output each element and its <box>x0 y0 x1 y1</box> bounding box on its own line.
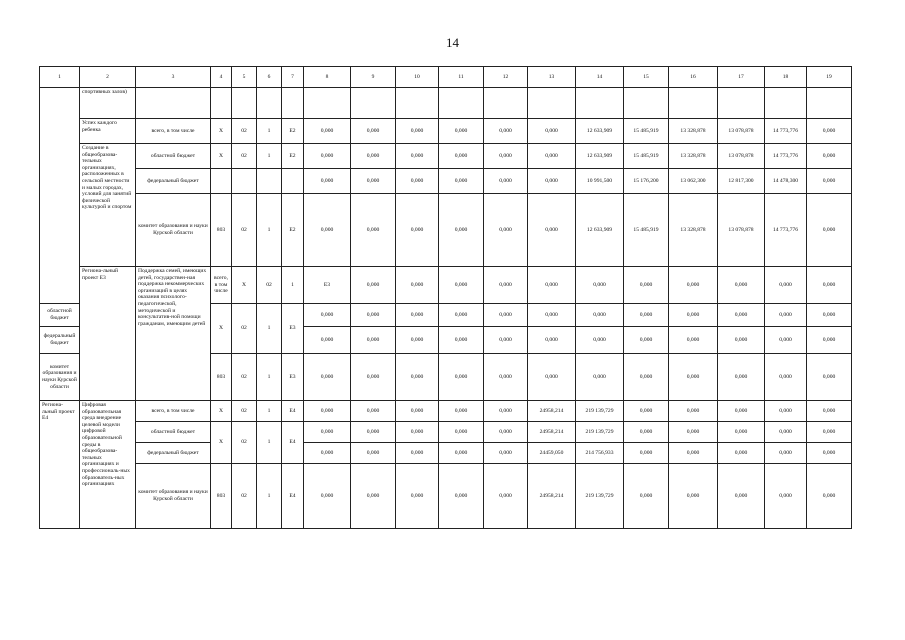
value-cell: 0,000 <box>765 354 807 401</box>
source-cell: комитет образования и науки Курской области <box>40 354 80 401</box>
code-cell: 1 <box>257 354 282 401</box>
project-name: Региона-льный проект Е3 <box>80 267 136 401</box>
value-cell: 0,000 <box>528 304 576 327</box>
code-cell: 02 <box>232 422 257 464</box>
value-cell: 0,000 <box>439 119 484 144</box>
empty-cell <box>669 88 718 119</box>
value-cell: 0,000 <box>765 401 807 422</box>
value-cell: 0,000 <box>669 327 718 354</box>
value-cell: 0,000 <box>718 267 765 304</box>
value-cell: 0,000 <box>396 267 439 304</box>
source-cell: комитет образования и науки Курской области <box>136 464 211 529</box>
value-cell: 14 773,776 <box>765 194 807 267</box>
value-cell: 219 139,729 <box>576 422 624 443</box>
empty-cell <box>351 88 396 119</box>
value-cell: 0,000 <box>765 422 807 443</box>
header-cell: 11 <box>439 67 484 88</box>
empty-cell <box>718 88 765 119</box>
page-number: 14 <box>446 35 459 50</box>
code-cell: 803 <box>211 194 232 267</box>
header-cell: 15 <box>624 67 669 88</box>
value-cell: 0,000 <box>484 401 528 422</box>
value-cell: 14 773,776 <box>765 144 807 169</box>
code-cell: 1 <box>257 119 282 144</box>
value-cell: 13 062,300 <box>669 169 718 194</box>
code-cell: Е4 <box>282 401 304 422</box>
value-cell: 0,000 <box>351 144 396 169</box>
value-cell: 13 078,878 <box>718 119 765 144</box>
value-cell: 0,000 <box>439 327 484 354</box>
value-cell: 14 478,300 <box>765 169 807 194</box>
code-cell: 803 <box>211 354 232 401</box>
budget-table <box>39 66 852 529</box>
value-cell: 15 485,919 <box>624 119 669 144</box>
code-cell: Е2 <box>282 119 304 144</box>
value-cell: 0,000 <box>484 443 528 464</box>
empty-cell <box>136 88 211 119</box>
value-cell: 13 328,878 <box>669 144 718 169</box>
value-cell: 0,000 <box>576 267 624 304</box>
empty-cell <box>765 88 807 119</box>
empty-cell <box>807 88 852 119</box>
value-cell: 214 756,933 <box>576 443 624 464</box>
project-cell <box>40 88 80 304</box>
value-cell: 0,000 <box>304 464 351 529</box>
value-cell: 0,000 <box>807 267 852 304</box>
value-cell: 0,000 <box>624 464 669 529</box>
value-cell: 0,000 <box>351 304 396 327</box>
value-cell: 0,000 <box>807 354 852 401</box>
value-cell: 0,000 <box>807 443 852 464</box>
source-cell: областной бюджет <box>40 304 80 327</box>
empty-cell <box>576 88 624 119</box>
header-cell: 10 <box>396 67 439 88</box>
value-cell: 0,000 <box>484 422 528 443</box>
header-cell: 7 <box>282 67 304 88</box>
value-cell: 0,000 <box>718 354 765 401</box>
value-cell: 24459,050 <box>528 443 576 464</box>
header-cell: 12 <box>484 67 528 88</box>
value-cell: 0,000 <box>304 169 351 194</box>
value-cell: 0,000 <box>576 327 624 354</box>
value-cell: 0,000 <box>396 304 439 327</box>
value-cell: 0,000 <box>351 267 396 304</box>
value-cell: 0,000 <box>351 464 396 529</box>
value-cell: 0,000 <box>624 327 669 354</box>
value-cell: 0,000 <box>396 327 439 354</box>
value-cell: 0,000 <box>669 304 718 327</box>
value-cell: 0,000 <box>439 354 484 401</box>
code-cell: 02 <box>232 354 257 401</box>
value-cell: 0,000 <box>807 119 852 144</box>
table-row <box>40 169 852 194</box>
table-row <box>40 119 852 144</box>
value-cell: 0,000 <box>528 169 576 194</box>
code-cell: 1 <box>282 267 304 304</box>
code-cell: Х <box>211 401 232 422</box>
code-cell: Е4 <box>282 464 304 529</box>
value-cell: 0,000 <box>396 422 439 443</box>
value-cell: 0,000 <box>807 144 852 169</box>
code-cell: 1 <box>257 464 282 529</box>
value-cell: 13 078,878 <box>718 194 765 267</box>
header-cell: 14 <box>576 67 624 88</box>
source-cell: федеральный бюджет <box>136 169 211 194</box>
value-cell: 0,000 <box>484 304 528 327</box>
code-cell <box>211 169 232 194</box>
value-cell: 0,000 <box>765 464 807 529</box>
empty-cell <box>484 88 528 119</box>
value-cell: 0,000 <box>304 144 351 169</box>
value-cell: 0,000 <box>669 267 718 304</box>
value-cell: 0,000 <box>624 422 669 443</box>
header-cell: 4 <box>211 67 232 88</box>
header-cell: 13 <box>528 67 576 88</box>
value-cell: 0,000 <box>396 401 439 422</box>
goal-cell: Поддержка семей, имеющих детей, государствен-ная поддержка некоммерческих организаций в целях оказания психолого-педагогической, методической и консультатив-ной помощи гражданам, имеющим детей <box>136 267 211 401</box>
value-cell: 0,000 <box>439 144 484 169</box>
value-cell: 219 139,729 <box>576 464 624 529</box>
code-cell: 803 <box>211 464 232 529</box>
value-cell: 0,000 <box>396 464 439 529</box>
value-cell: 0,000 <box>351 194 396 267</box>
goal-cell: Создание в общеобразова-тельных организациях, расположенных в сельской местности и малых городах, условий для занятий физической культурой и спортом <box>80 144 136 267</box>
value-cell: 0,000 <box>351 422 396 443</box>
value-cell: 0,000 <box>351 354 396 401</box>
code-cell: 02 <box>232 119 257 144</box>
header-cell: 2 <box>80 67 136 88</box>
goal-cell: Цифровая образовательная среда внедрение целевой модели цифровой образовательной среды в общеобразова-тельных организациях и профессиональ-ных образователь-ных организациях <box>80 401 136 529</box>
empty-cell <box>439 88 484 119</box>
code-cell: 02 <box>232 194 257 267</box>
source-cell: областной бюджет <box>136 144 211 169</box>
value-cell: 0,000 <box>304 401 351 422</box>
code-cell: 1 <box>257 422 282 464</box>
empty-cell <box>282 88 304 119</box>
value-cell: 0,000 <box>718 304 765 327</box>
value-cell: 0,000 <box>439 267 484 304</box>
value-cell: 0,000 <box>669 422 718 443</box>
value-cell: 0,000 <box>528 267 576 304</box>
value-cell: 15 485,919 <box>624 194 669 267</box>
value-cell: 24958,214 <box>528 464 576 529</box>
value-cell: 0,000 <box>484 144 528 169</box>
value-cell: 0,000 <box>807 194 852 267</box>
value-cell: 0,000 <box>439 464 484 529</box>
value-cell: 0,000 <box>396 354 439 401</box>
value-cell: 0,000 <box>484 267 528 304</box>
value-cell: 12 633,909 <box>576 194 624 267</box>
value-cell: 0,000 <box>484 194 528 267</box>
table-row <box>40 267 852 304</box>
value-cell: 0,000 <box>624 401 669 422</box>
value-cell: 0,000 <box>765 443 807 464</box>
value-cell: 0,000 <box>807 304 852 327</box>
value-cell: 12 633,909 <box>576 119 624 144</box>
value-cell: 13 328,878 <box>669 194 718 267</box>
value-cell: 0,000 <box>807 422 852 443</box>
table-row <box>40 88 852 119</box>
header-cell: 18 <box>765 67 807 88</box>
value-cell: 0,000 <box>718 422 765 443</box>
value-cell: 0,000 <box>396 169 439 194</box>
value-cell: 0,000 <box>396 119 439 144</box>
code-cell: Е4 <box>282 422 304 464</box>
value-cell: 0,000 <box>528 354 576 401</box>
header-cell: 6 <box>257 67 282 88</box>
code-cell: 02 <box>257 267 282 304</box>
value-cell: 0,000 <box>669 443 718 464</box>
value-cell: 0,000 <box>718 443 765 464</box>
table-row <box>40 144 852 169</box>
code-cell <box>232 169 257 194</box>
value-cell: 24958,214 <box>528 401 576 422</box>
header-cell: 3 <box>136 67 211 88</box>
code-cell: 1 <box>257 194 282 267</box>
project-name: Региона-льный проект Е4 <box>40 401 80 529</box>
value-cell: 0,000 <box>484 464 528 529</box>
source-cell: федеральный бюджет <box>40 327 80 354</box>
value-cell: 0,000 <box>304 422 351 443</box>
code-cell: Х <box>232 267 257 304</box>
value-cell: 0,000 <box>439 304 484 327</box>
value-cell: 0,000 <box>624 267 669 304</box>
code-cell: 02 <box>232 464 257 529</box>
source-cell: всего, в том числе <box>211 267 232 304</box>
code-cell: 1 <box>257 144 282 169</box>
code-cell: 1 <box>257 304 282 354</box>
value-cell: 0,000 <box>304 443 351 464</box>
empty-cell <box>528 88 576 119</box>
source-cell: федеральный бюджет <box>136 443 211 464</box>
value-cell: 0,000 <box>765 304 807 327</box>
code-cell: Е3 <box>282 304 304 354</box>
table-row <box>40 464 852 529</box>
value-cell: 0,000 <box>765 267 807 304</box>
code-cell: Х <box>211 422 232 464</box>
header-cell: 5 <box>232 67 257 88</box>
value-cell: 0,000 <box>304 304 351 327</box>
value-cell: 0,000 <box>304 194 351 267</box>
value-cell: 0,000 <box>528 327 576 354</box>
value-cell: 0,000 <box>718 327 765 354</box>
value-cell: 0,000 <box>718 401 765 422</box>
value-cell: 12 633,909 <box>576 144 624 169</box>
value-cell: 0,000 <box>484 119 528 144</box>
header-cell: 16 <box>669 67 718 88</box>
value-cell: 0,000 <box>351 327 396 354</box>
code-cell: Е2 <box>282 194 304 267</box>
value-cell: 14 773,776 <box>765 119 807 144</box>
header-cell: 19 <box>807 67 852 88</box>
code-cell: Е3 <box>304 267 351 304</box>
value-cell: 12 817,300 <box>718 169 765 194</box>
value-cell: 0,000 <box>718 464 765 529</box>
table-row <box>40 194 852 267</box>
code-cell: Х <box>211 119 232 144</box>
empty-cell <box>211 88 232 119</box>
value-cell: 0,000 <box>669 401 718 422</box>
table-row <box>40 422 852 443</box>
value-cell: 0,000 <box>576 354 624 401</box>
header-cell: 9 <box>351 67 396 88</box>
header-row <box>40 67 852 88</box>
value-cell: 0,000 <box>351 119 396 144</box>
value-cell: 0,000 <box>351 169 396 194</box>
value-cell: 0,000 <box>528 194 576 267</box>
value-cell: 0,000 <box>807 464 852 529</box>
value-cell: 0,000 <box>439 443 484 464</box>
value-cell: 24958,214 <box>528 422 576 443</box>
value-cell: 0,000 <box>484 169 528 194</box>
code-cell: 02 <box>232 304 257 354</box>
code-cell: Х <box>211 304 232 354</box>
source-cell: областной бюджет <box>136 422 211 443</box>
value-cell: 0,000 <box>807 401 852 422</box>
value-cell: 0,000 <box>669 464 718 529</box>
code-cell: Е3 <box>282 354 304 401</box>
value-cell: 0,000 <box>304 119 351 144</box>
value-cell: 13 078,878 <box>718 144 765 169</box>
empty-cell <box>624 88 669 119</box>
empty-cell <box>232 88 257 119</box>
value-cell: 0,000 <box>624 304 669 327</box>
source-cell: всего, в том числе <box>136 119 211 144</box>
value-cell: 0,000 <box>396 144 439 169</box>
code-cell: 1 <box>257 401 282 422</box>
header-cell: 1 <box>40 67 80 88</box>
value-cell: 0,000 <box>807 169 852 194</box>
code-cell: Е2 <box>282 144 304 169</box>
value-cell: 0,000 <box>624 354 669 401</box>
header-cell: 8 <box>304 67 351 88</box>
table-row <box>40 401 852 422</box>
value-cell: 0,000 <box>439 169 484 194</box>
result-label: спортивных залов) <box>80 88 136 119</box>
value-cell: 0,000 <box>439 422 484 443</box>
value-cell: 0,000 <box>528 144 576 169</box>
code-cell: 02 <box>232 401 257 422</box>
empty-cell <box>304 88 351 119</box>
value-cell: 13 328,878 <box>669 119 718 144</box>
header-cell: 17 <box>718 67 765 88</box>
value-cell: 0,000 <box>396 443 439 464</box>
value-cell: 0,000 <box>439 401 484 422</box>
value-cell: 10 991,500 <box>576 169 624 194</box>
code-cell: 02 <box>232 144 257 169</box>
value-cell: 0,000 <box>807 327 852 354</box>
value-cell: 15 485,919 <box>624 144 669 169</box>
table-row <box>40 443 852 464</box>
value-cell: 0,000 <box>624 443 669 464</box>
value-cell: 15 176,200 <box>624 169 669 194</box>
empty-cell <box>257 88 282 119</box>
value-cell: 0,000 <box>765 327 807 354</box>
value-cell: 0,000 <box>576 304 624 327</box>
source-cell: комитет образования и науки Курской области <box>136 194 211 267</box>
value-cell: 0,000 <box>484 327 528 354</box>
source-cell: всего, в том числе <box>136 401 211 422</box>
value-cell: 0,000 <box>304 327 351 354</box>
value-cell: 0,000 <box>351 401 396 422</box>
value-cell: 0,000 <box>304 354 351 401</box>
value-cell: 0,000 <box>439 194 484 267</box>
value-cell: 0,000 <box>669 354 718 401</box>
value-cell: 0,000 <box>484 354 528 401</box>
code-cell <box>257 169 282 194</box>
code-cell <box>282 169 304 194</box>
value-cell: 0,000 <box>528 119 576 144</box>
code-cell: Х <box>211 144 232 169</box>
value-cell: 0,000 <box>396 194 439 267</box>
value-cell: 219 139,729 <box>576 401 624 422</box>
value-cell: 0,000 <box>351 443 396 464</box>
result-title: Успех каждого ребенка <box>80 119 136 144</box>
empty-cell <box>396 88 439 119</box>
